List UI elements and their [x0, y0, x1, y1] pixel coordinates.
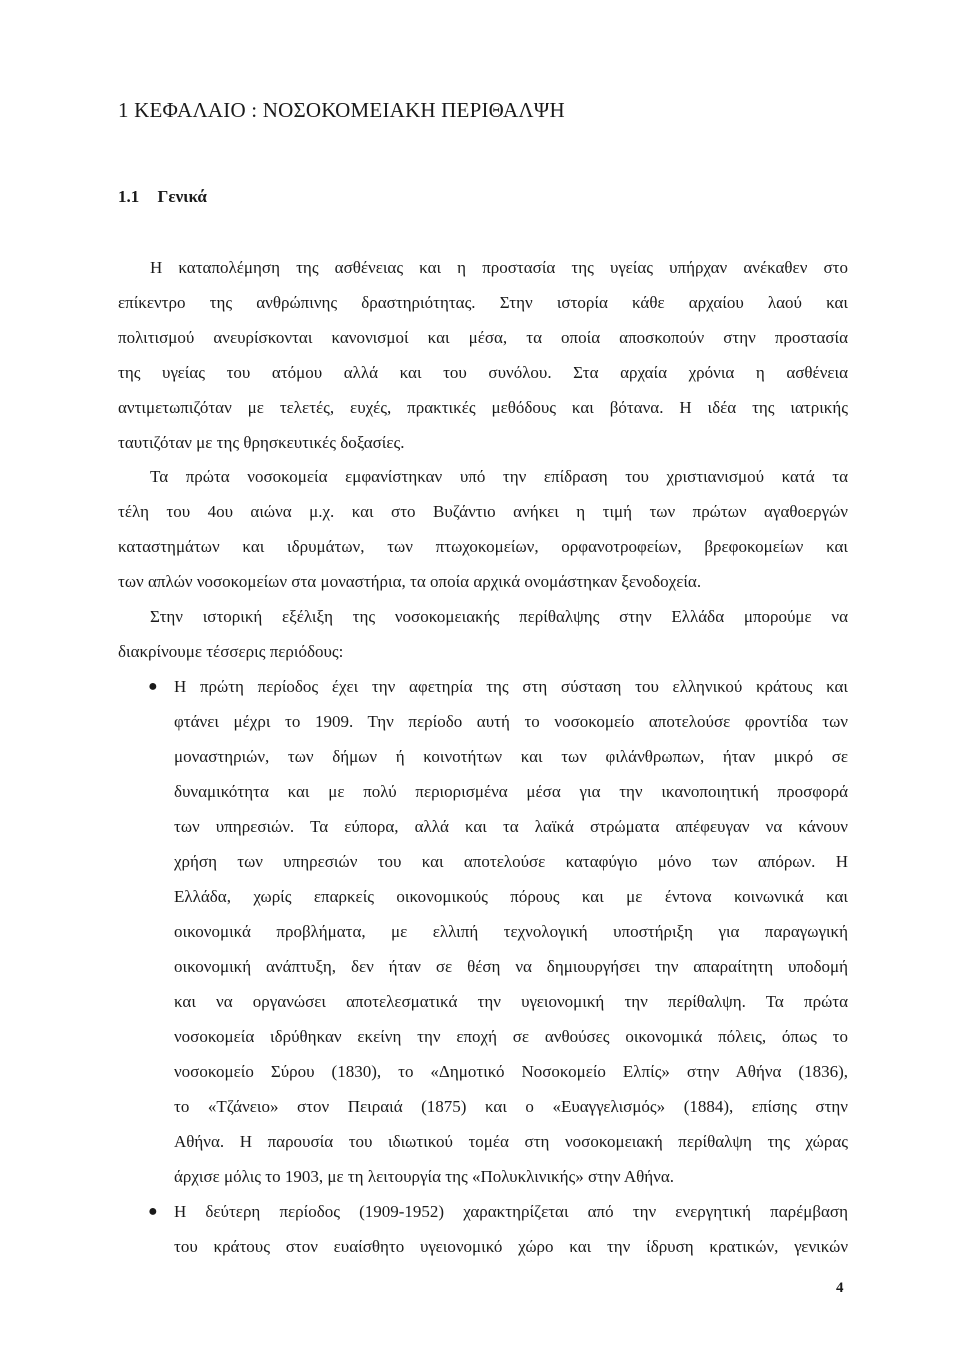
text-line: αντιμετωπιζόταν με τελετές, ευχές, πρακτικές μεθόδους και βότανα. Η ιδέα της ιατρικής	[118, 398, 848, 417]
text-line: διακρίνουμε τέσσερις περιόδους:	[118, 642, 344, 661]
text-line: επίκεντρο της ανθρώπινης δραστηριότητας. Στην ιστορία κάθε αρχαίου λαού και	[118, 293, 848, 312]
section-title: Γενικά	[157, 187, 207, 206]
bullet-text-line: άρχισε μόλις το 1903, με τη λειτουργία της «Πολυκλινικής» στην Αθήνα.	[174, 1167, 674, 1186]
text-line: Στην ιστορική εξέλιξη της νοσοκομειακής περίθαλψης στην Ελλάδα μπορούμε να	[150, 607, 848, 626]
bullet-icon: ●	[148, 1203, 158, 1220]
section-heading	[118, 187, 207, 207]
bullet-text-line: Η δεύτερη περίοδος (1909-1952) χαρακτηρίζεται από την ενεργητική παρέμβαση	[174, 1202, 848, 1221]
text-line: ταυτιζόταν με της θρησκευτικές δοξασίες.	[118, 433, 405, 452]
bullet-text-line: Αθήνα. Η παρουσία του ιδιωτικού τομέα στη νοσοκομειακή περίθαλψη της χώρας	[174, 1132, 848, 1151]
bullet-text-line: νοσοκομείο Σύρου (1830), το «Δημοτικό Νοσοκομείο Ελπίς» στην Αθήνα (1836),	[174, 1062, 848, 1081]
bullet-icon: ●	[148, 678, 158, 695]
bullet-text-line: των υπηρεσιών. Τα εύπορα, αλλά και τα λαϊκά στρώματα απέφευγαν να κάνουν	[174, 817, 848, 836]
bullet-text-line: Ελλάδα, χωρίς επαρκείς οικονομικούς πόρους και με έντονα κοινωνικά και	[174, 887, 848, 906]
bullet-text-line: το «Τζάνειο» στον Πειραιά (1875) και ο «Ευαγγελισμός» (1884), επίσης στην	[174, 1097, 848, 1116]
bullet-text-line: οικονομικά προβλήματα, με ελλιπή τεχνολογική υποστήριξη για παραγωγική	[174, 922, 848, 941]
bullet-text-line: φτάνει μέχρι το 1909. Την περίοδο αυτή το νοσοκομείο αποτελούσε φροντίδα των	[174, 712, 848, 731]
bullet-text-line: οικονομική ανάπτυξη, δεν ήταν σε θέση να δημιουργήσει την απαραίτητη υποδομή	[174, 957, 848, 976]
text-line: της υγείας του ατόμου αλλά και του συνόλου. Στα αρχαία χρόνια η ασθένεια	[118, 363, 848, 382]
text-line: πολιτισμού ανευρίσκονται κανονισμοί και μέσα, τα οποία αποσκοπούν στην προστασία	[118, 328, 848, 347]
section-number: 1.1	[118, 187, 140, 206]
bullet-text-line: του κράτους στον ευαίσθητο υγειονομικό χώρο και την ίδρυση κρατικών, γενικών	[174, 1237, 848, 1256]
bullet-text-line: νοσοκομεία ιδρύθηκαν εκείνη την εποχή σε ανθούσες οικονομικά πόλεις, όπως το	[174, 1027, 848, 1046]
text-line: τέλη του 4ου αιώνα μ.χ. και στο Βυζάντιο ανήκει η τιμή των πρώτων αγαθοεργών	[118, 502, 848, 521]
bullet-text-line: και να οργανώσει αποτελεσματικά την υγειονομική την περίθαλψη. Τα πρώτα	[174, 992, 848, 1011]
bullet-text-line: δυναμικότητα και με πολύ περιορισμένα μέσα για την ικανοποιητική προσφορά	[174, 782, 848, 801]
bullet-text-line: μοναστηριών, των δήμων ή κοινοτήτων και των φιλάνθρωπων, ήταν μικρό σε	[174, 747, 848, 766]
chapter-title: 1 ΚΕΦΑΛΑΙΟ : ΝΟΣΟΚΟΜΕΙΑΚΗ ΠΕΡΙΘΑΛΨΗ	[118, 98, 565, 122]
text-line: Τα πρώτα νοσοκομεία εμφανίστηκαν υπό την επίδραση του χριστιανισμού κατά τα	[150, 467, 848, 486]
text-line: Η καταπολέμηση της ασθένειας και η προστασία της υγείας υπήρχαν ανέκαθεν στο	[150, 258, 848, 277]
page-number: 4	[836, 1280, 844, 1296]
text-line: των απλών νοσοκομείων στα μοναστήρια, τα οποία αρχικά ονομάστηκαν ξενοδοχεία.	[118, 572, 702, 591]
bullet-text-line: χρήση των υπηρεσιών του και αποτελούσε καταφύγιο μόνο των απόρων. Η	[174, 852, 848, 871]
text-line: καταστημάτων και ιδρυμάτων, των πτωχοκομείων, ορφανοτροφείων, βρεφοκομείων και	[118, 537, 848, 556]
bullet-text-line: Η πρώτη περίοδος έχει την αφετηρία της στη σύσταση του ελληνικού κράτους και	[174, 677, 848, 696]
